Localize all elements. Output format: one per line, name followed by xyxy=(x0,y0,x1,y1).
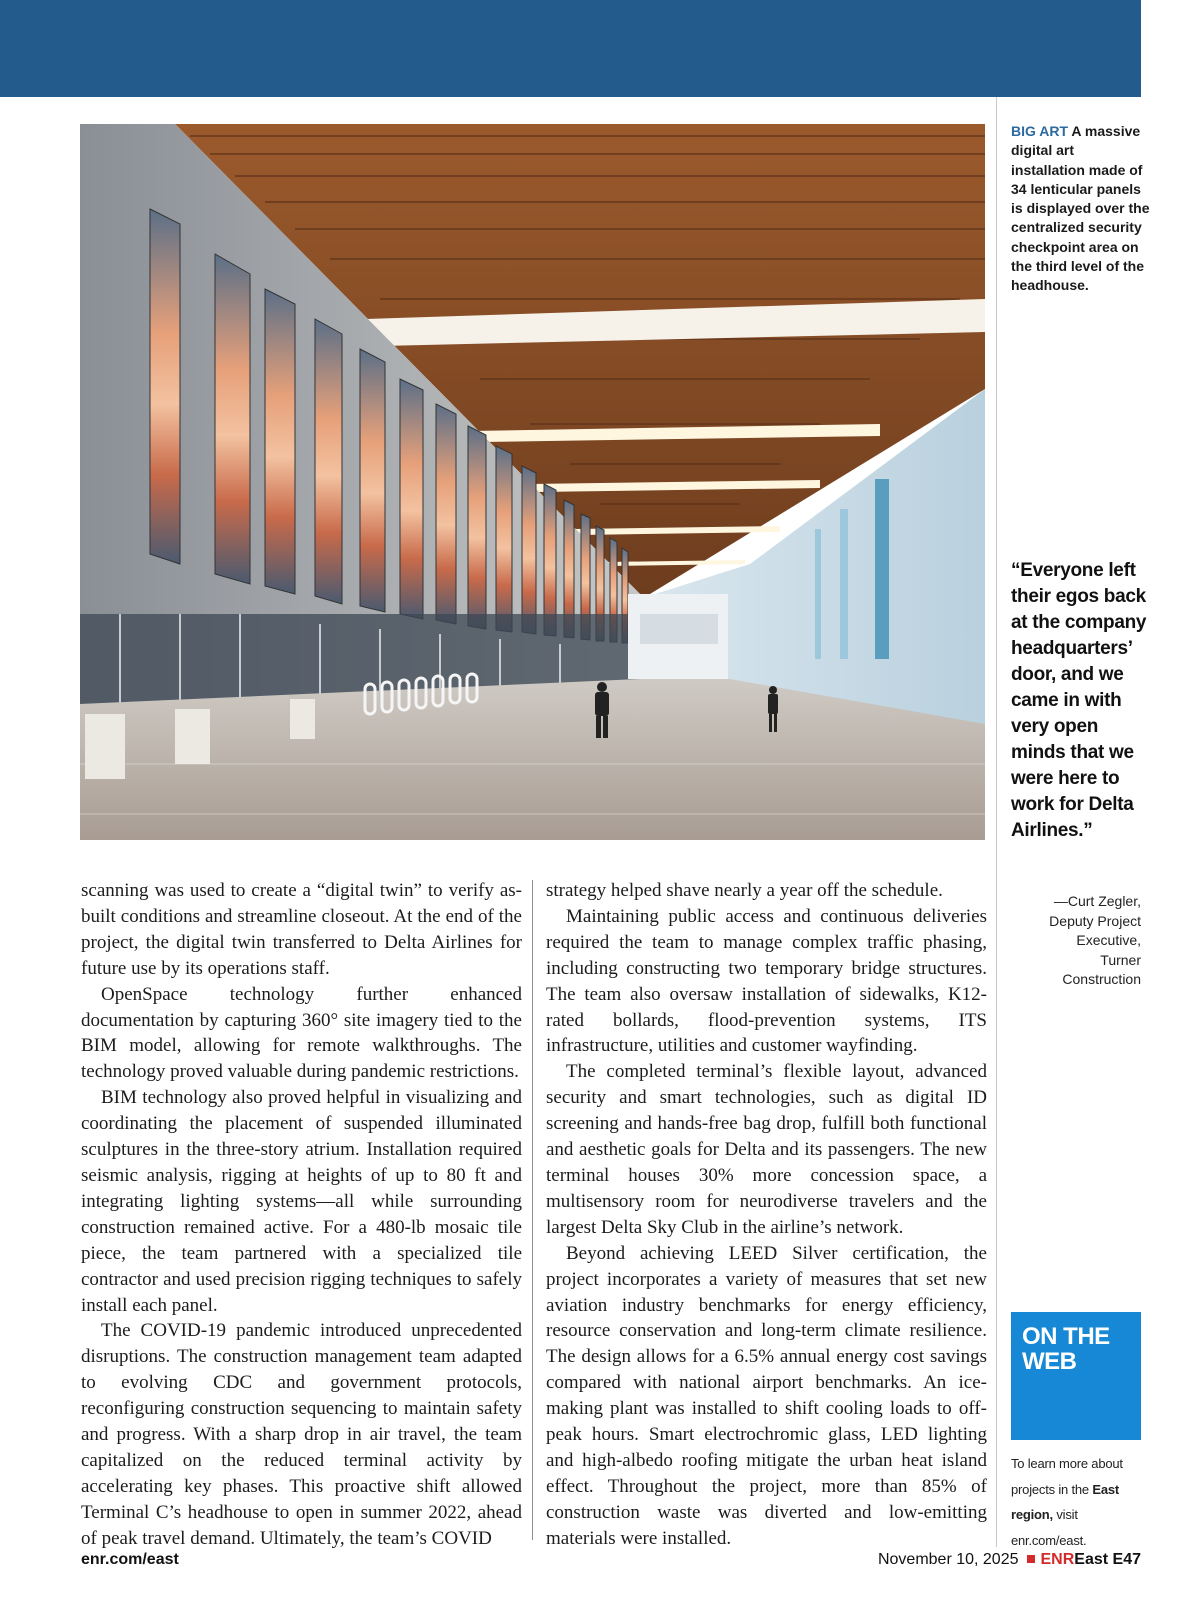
footer-brand-page: East E47 xyxy=(1074,1551,1141,1568)
web-text-bold: East region, xyxy=(1011,1481,1120,1522)
on-the-web-box xyxy=(1011,1312,1141,1440)
footer-date: November 10, 2025 xyxy=(877,1551,1019,1568)
body-paragraph: OpenSpace technology further enhanced documentation by capturing 360° site imagery tied to the BIM model, allowing for remote walkthroughs. The technology proved valuable during pandemic restrictions. xyxy=(81,983,522,1083)
web-text-a: To learn more about projects in the xyxy=(1011,1456,1123,1497)
footer-brand-enr: ENR xyxy=(1040,1551,1075,1568)
pull-quote: “Everyone left their egos back at the company headquarters’ door, and we came in with very open minds that we were here to work for Delta Airlines.” xyxy=(1011,560,1147,841)
airport-terminal-photo xyxy=(80,124,985,840)
footer-url: enr.com/east xyxy=(81,1551,179,1568)
caption-text: A massive digital art installation made of 34 lenticular panels is displayed over the centralized security checkpoint area on the third level of the headhouse. xyxy=(1011,123,1150,294)
header-color-band xyxy=(0,0,1141,97)
on-the-web-text xyxy=(1011,1451,1151,1553)
body-column-right xyxy=(546,878,987,1552)
attribution-line: Deputy Project xyxy=(1049,912,1141,929)
body-paragraph: scanning was used to create a “digital twin” to verify as-built conditions and streamline closeout. At the end of the project, the digital twin transferred to Delta Airlines for future use by its operations staff. xyxy=(81,880,522,979)
body-paragraph: Maintaining public access and continuous deliveries required the team to manage complex traffic phasing, including constructing two temporary bridge structures. The team also oversaw installation of sidewalks, K12-rated bollards, flood-prevention systems, ITS infrastructure, utilities and customer wayfinding. xyxy=(546,905,987,1057)
web-text-b: visit enr.com/east. xyxy=(1011,1507,1087,1548)
body-paragraph: The COVID-19 pandemic introduced unprecedented disruptions. The construction management team adapted to evolving CDC and government protocols, reconfiguring construction sequencing to maintain safety and progress. With a sharp drop in air travel, the team capitalized on the reduced terminal activity by accelerating key phases. This proactive shift allowed Terminal C’s headhouse to open in summer 2022, ahead of peak travel demand. Ultimately, the team’s COVID xyxy=(81,1320,522,1549)
attribution-line: Turner xyxy=(1100,951,1141,968)
body-paragraph: strategy helped shave nearly a year off the schedule. xyxy=(546,880,943,901)
attribution-line: Executive, xyxy=(1076,932,1141,948)
photo-caption xyxy=(1011,122,1151,296)
body-paragraph: The completed terminal’s flexible layout, advanced security and smart technologies, such as digital ID screening and hands-free bag drop, fulfill both functional and aesthetic goals for Delta and its passengers. The new terminal houses 30% more concession space, a multisensory room for neurodiverse travelers and the largest Delta Sky Club in the airline’s network. xyxy=(546,1061,987,1238)
attribution-line: Construction xyxy=(1062,971,1141,987)
column-divider xyxy=(532,880,533,1540)
footer-folio xyxy=(878,1551,1141,1569)
column-divider-right xyxy=(996,97,997,1547)
pull-quote-attribution xyxy=(1011,892,1141,990)
on-the-web-title: ON THE WEB xyxy=(1022,1323,1110,1375)
body-paragraph: BIM technology also proved helpful in visualizing and coordinating the placement of suspended illuminated sculptures in the three-story atrium. Installation required seismic analysis, rigging at heights of up to 80 ft and integrating lighting systems—all while surrounding construction remained active. For a 480-lb mosaic tile piece, the team partnered with a specialized tile contractor and used precision rigging techniques to safely install each panel. xyxy=(81,1087,522,1316)
body-column-left xyxy=(81,878,522,1552)
attribution-line: —Curt Zegler, xyxy=(1053,893,1141,909)
red-square-icon xyxy=(1027,1555,1035,1563)
body-paragraph: Beyond achieving LEED Silver certification, the project incorporates a variety of measures that set new aviation industry benchmarks for energy efficiency, resource conservation and long-term climate resilience. The design allows for a 6.5% annual energy cost savings compared with national airport benchmarks. An ice-making plant was installed to shift cooling loads to off-peak hours. Smart electrochromic glass, LED lighting and high-albedo roofing mitigate the urban heat island effect. Throughout the project, more than 85% of construction waste was diverted and low-emitting materials were installed. xyxy=(546,1242,987,1549)
caption-kicker: BIG ART xyxy=(1011,123,1069,139)
